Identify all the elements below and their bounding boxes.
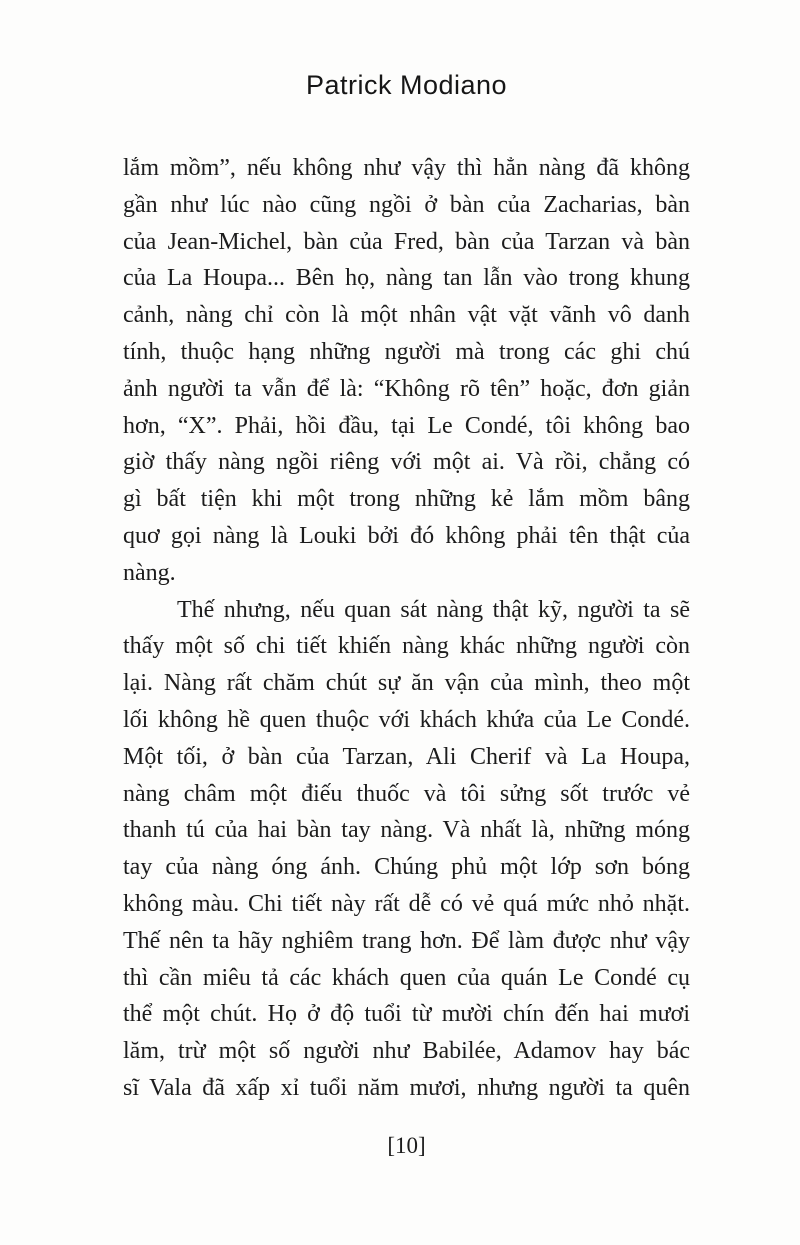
text-line: Thế nên ta hãy nghiêm trang hơn. Để làm được như vậy xyxy=(123,927,690,954)
text-line: Thế nhưng, nếu quan sát nàng thật kỹ, người ta sẽ xyxy=(177,596,690,623)
page-number: [10] xyxy=(387,1133,426,1158)
text-line: gì bất tiện khi một trong những kẻ lắm mồm bâng xyxy=(123,486,690,513)
running-header: Patrick Modiano xyxy=(305,70,508,100)
text-line: nàng châm một điếu thuốc và tôi sửng sốt trước vẻ xyxy=(123,780,690,807)
text-line: Một tối, ở bàn của Tarzan, Ali Cherif và La Houpa, xyxy=(123,743,690,770)
text-line: gần như lúc nào cũng ngồi ở bàn của Zacharias, bàn xyxy=(123,191,690,218)
text-line: cảnh, nàng chỉ còn là một nhân vật vặt vãnh vô danh xyxy=(123,302,690,329)
text-line: sĩ Vala đã xấp xỉ tuổi năm mươi, nhưng người ta quên xyxy=(123,1074,690,1101)
text-line: hơn, “X”. Phải, hồi đầu, tại Le Condé, tôi không bao xyxy=(123,412,690,439)
text-line: thì cần miêu tả các khách quen của quán Le Condé cụ xyxy=(123,964,690,991)
text-line: không màu. Chi tiết này rất dễ có vẻ quá mức nhỏ nhặt. xyxy=(123,890,690,917)
text-line: của Jean-Michel, bàn của Fred, bàn của Tarzan và bàn xyxy=(123,228,690,255)
paragraph xyxy=(123,592,690,1107)
text-line: ảnh người ta vẫn để là: “Không rõ tên” hoặc, đơn giản xyxy=(123,375,690,402)
text-line: lăm, trừ một số người như Babilée, Adamov hay bác xyxy=(123,1038,690,1065)
text-line: thanh tú của hai bàn tay nàng. Và nhất là, những móng xyxy=(123,817,690,844)
text-line: của La Houpa... Bên họ, nàng tan lẫn vào trong khung xyxy=(123,265,690,292)
text-line: quơ gọi nàng là Louki bởi đó không phải tên thật của xyxy=(123,522,690,549)
body-text xyxy=(123,150,690,1107)
text-line: tay của nàng óng ánh. Chúng phủ một lớp sơn bóng xyxy=(123,854,690,881)
text-line: nàng. xyxy=(123,559,176,586)
text-line: lối không hề quen thuộc với khách khứa của Le Condé. xyxy=(123,706,690,733)
text-line: lại. Nàng rất chăm chút sự ăn vận của mình, theo một xyxy=(123,670,690,697)
text-line: thể một chút. Họ ở độ tuổi từ mười chín đến hai mươi xyxy=(123,1001,690,1028)
text-line: giờ thấy nàng ngồi riêng với một ai. Và rồi, chẳng có xyxy=(123,449,690,476)
text-line: tính, thuộc hạng những người mà trong các ghi chú xyxy=(123,338,690,365)
paragraph xyxy=(123,150,690,592)
text-line: thấy một số chi tiết khiến nàng khác những người còn xyxy=(123,633,690,660)
text-line: lắm mồm”, nếu không như vậy thì hẳn nàng đã không xyxy=(123,155,690,181)
